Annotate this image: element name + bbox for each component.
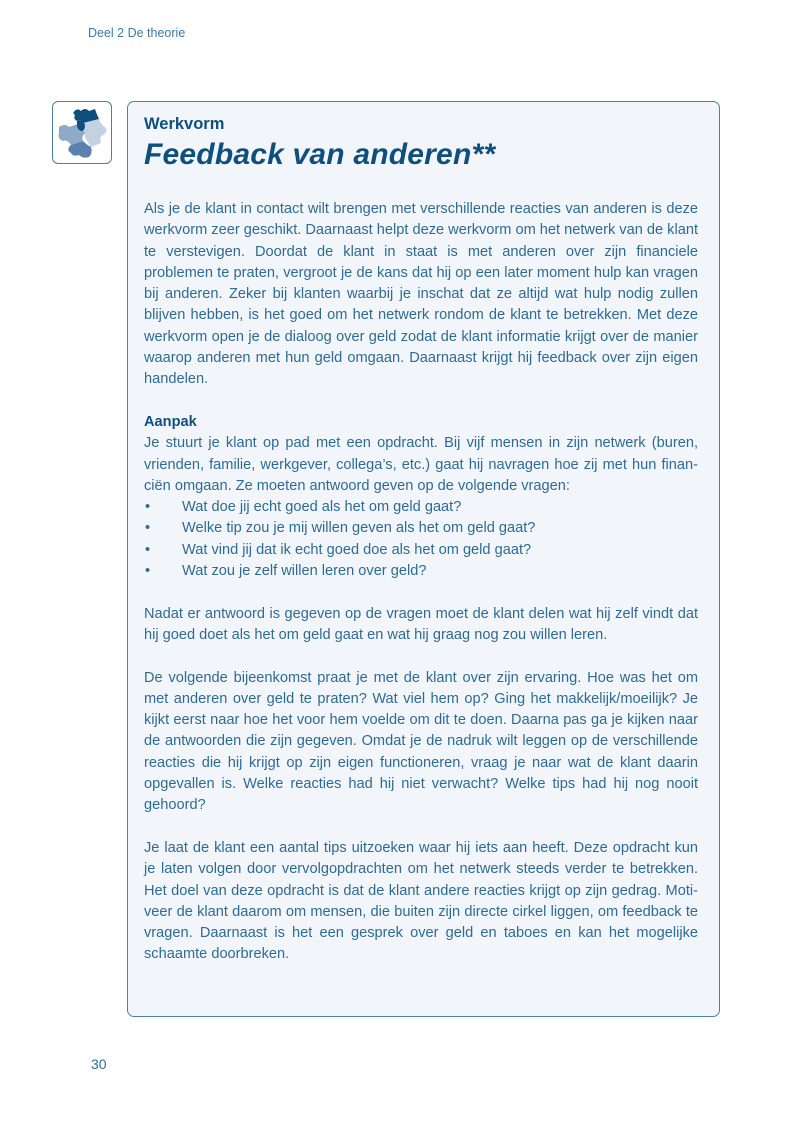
werkvorm-icon-box [52,101,112,164]
page-number: 30 [91,1056,107,1072]
question-list [144,497,698,582]
body-paragraph: De volgende bijeenkomst praat je met de klant over zijn ervaring. Hoe was het om met anderen over geld te praten? Wat viel hem op? Ging het makkelijk/moeilijk? Je kijkt eerst naar hoe het voor hem voelde om dit te doen. Daarna pas ga je kijken naar de antwoorden die zijn gegeven. Omdat je de nadruk wilt leggen op de verschillende reacties die hij krijgt op zijn eigen functioneren, vraag je naar wat de klant daarin opgevallen is. Welke reacties had hij niet verwacht? Welke tips had hij nog nooit gehoord? [144,669,698,814]
werkvorm-content [144,114,698,966]
intro-paragraph: Als je de klant in contact wilt brengen met verschillende reacties van anderen is deze werkvorm zeer geschikt. Daarnaast helpt deze werkvorm om het netwerk van de klant te verstevigen. Doordat de klant in staat is met anderen over zijn financiele problemen te praten, vergroot je de kans dat hij op een later moment hulp kan vragen bij anderen. Zeker bij klanten waarbij je inschat dat ze altijd wat hulp nodig zullen blijven hebben, is het goed om het netwerk rondom de klant te betrekken. Met deze werkvorm open je de dialoog over geld zodat de klant informatie krijgt over de manier waarop anderen met hun geld omgaan. Daarnaast krijgt hij feedback over zijn eigen handelen. [144,201,698,388]
body-paragraph: Nadat er antwoord is gegeven op de vragen moet de klant delen wat hij zelf vindt dat hij goed doet als het om geld gaat en wat hij graag nog zou willen leren. [144,605,698,643]
approach-heading: Aanpak [144,413,197,430]
bullet-icon: • [145,541,151,558]
list-item [144,540,698,561]
body-paragraph: Je laat de klant een aantal tips uitzoeken waar hij iets aan heeft. Deze opdracht kun je laten volgen door vervolgopdrachten om het netwerk steeds verder te betrekken. Het doel van deze opdracht is dat de klant andere reacties krijgt op zijn gedrag. Motiveer de klant daarom om mensen, die buiten zijn directe cirkel liggen, om feedback te vragen. Daarnaast is het een gesprek over geld en taboes en kan het mogelijke schaamte doorbreken. [144,839,698,963]
section-kicker: Werkvorm [144,115,225,133]
question-text: Welke tip zou je mij willen geven als het om geld gaat? [182,520,536,537]
question-text: Wat zou je zelf willen leren over geld? [182,563,427,580]
bullet-icon: • [145,499,151,516]
page-title: Feedback van anderen** [144,138,496,171]
question-text: Wat doe jij echt goed als het om geld gaat? [182,499,462,516]
question-text: Wat vind jij dat ik echt goed doe als het om geld gaat? [182,541,532,558]
list-item [144,518,698,539]
puzzle-pieces-icon [55,105,109,161]
running-header: Deel 2 De theorie [88,26,186,40]
bullet-icon: • [145,563,151,580]
list-item [144,561,698,582]
approach-paragraph: Je stuurt je klant op pad met een opdracht. Bij vijf mensen in zijn netwerk (buren, vrienden, familie, werkgever, collega’s, etc.) gaat hij navragen hoe zij met hun financiën omgaan. Ze moeten antwoord geven op de volgende vragen: [144,435,698,494]
bullet-icon: • [145,520,151,537]
werkvorm-box [127,101,720,1017]
list-item [144,497,698,518]
